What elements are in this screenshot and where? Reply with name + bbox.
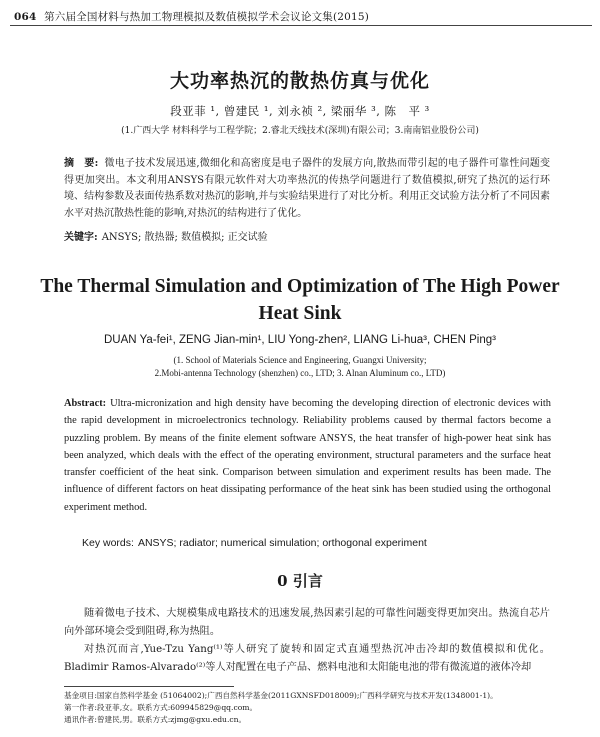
english-title: The Thermal Simulation and Optimization of The High Power Heat Sink [40, 276, 560, 324]
english-affiliation-line-2: 2.Mobi-antenna Technology (shenzhen) co., LTD; 3. Alnan Aluminum co., LTD) [154, 368, 446, 378]
footnote-funding: 基金项目:国家自然科学基金 (51064002);广西自然科学基金(2011GXNSFD018009);广西科学研究与技术开发(1348001-1)。 [64, 691, 498, 700]
chinese-affiliations: (1.广西大学 材料科学与工程学院；2.睿北天线技术(深圳)有限公司；3.南南铝业股份公司) [121, 126, 479, 136]
section-heading: 0 引言 [277, 572, 323, 590]
chinese-abstract-text: 微电子技术发展迅速,微细化和高密度是电子器件的发展方向,散热而带引起的电子器件可靠性问题变得更加突出。本文利用ANSYS有限元软件对大功率热沉的传热学问题进行了数值模拟,研究了热沉的运行环境、结构参数及表面传热系数对热沉的影响,并与实验结果进行了对比分析。利用正交试验方法分析了不同因素水平对热沉散热性能的影响,对热沉的结构进行了优化。 [64, 158, 550, 219]
chinese-abstract [64, 156, 550, 222]
chinese-keywords-label: 关键字: [64, 232, 98, 243]
introduction-body [64, 605, 550, 677]
running-head [14, 9, 369, 24]
english-abstract-text: Ultra-micronization and high density have becoming the developing direction of electronic devices with the rapid development in microelectronics technology. Reliability problems caused by thermal factors become a puzzling problem. By means of the finite element software ANSYS, the heat transfer of high-power heat sink has been analyzed, which deals with the effect of the operating environment, structural parameters and the surface heat transfer coefficient of the heat sink. Comparison between simulation and experiment results has been made. The influence of different factors on heat dissipating performance of the heat sink has been studied using the orthogonal experiment method. [64, 398, 551, 513]
footnote-first-author: 第一作者:段亚菲,女。联系方式:609945829@qq.com。 [64, 702, 258, 712]
header-rule [10, 25, 592, 26]
footnote-rule [64, 686, 234, 687]
english-abstract [64, 395, 551, 516]
chinese-keywords-text: ANSYS; 散热器; 数值模拟; 正交试验 [101, 232, 268, 243]
footnote-corresponding-author: 通讯作者:曾建民,男。联系方式:zjmg@gxu.edu.cn。 [64, 714, 247, 724]
english-keywords-text: ANSYS; radiator; numerical simulation; orthogonal experiment [137, 537, 427, 549]
chinese-keywords [64, 228, 550, 243]
english-keywords-label: Key words: [82, 537, 134, 549]
english-abstract-label: Abstract: [64, 398, 107, 409]
chinese-title: 大功率热沉的散热仿真与优化 [169, 70, 430, 92]
journal-title: 第六届全国材料与热加工物理模拟及数值模拟学术会议论文集(2015) [44, 11, 370, 23]
page-number: 064 [14, 11, 37, 23]
footnotes [64, 690, 550, 725]
english-affiliations [0, 354, 600, 380]
intro-paragraph-2: 对热沉而言,Yue-Tzu Yang⁽¹⁾等人研究了旋转和固定式直通型热沉冲击冷却的数值模拟和优化。Bladimir Ramos-Alvarado⁽²⁾等人对配置在电子产品、燃料电池和太阳能电池的带有微流道的液体冷却 [64, 644, 550, 673]
english-affiliation-line-1: (1. School of Materials Science and Engineering, Guangxi University; [173, 355, 427, 365]
english-keywords [82, 537, 552, 549]
english-authors: DUAN Ya-fei¹, ZENG Jian-min¹, LIU Yong-zhen², LIANG Li-hua³, CHEN Ping³ [104, 334, 496, 346]
chinese-abstract-label: 摘 要: [64, 158, 99, 169]
intro-paragraph-1: 随着微电子技术、大规模集成电路技术的迅速发展,热因素引起的可靠性问题变得更加突出。热流自芯片向外部环境会受到阻碍,称为热阻。 [64, 608, 550, 637]
chinese-authors: 段亚菲 ¹, 曾建民 ¹, 刘永祯 ², 梁丽华 ³, 陈 平 ³ [170, 104, 430, 118]
